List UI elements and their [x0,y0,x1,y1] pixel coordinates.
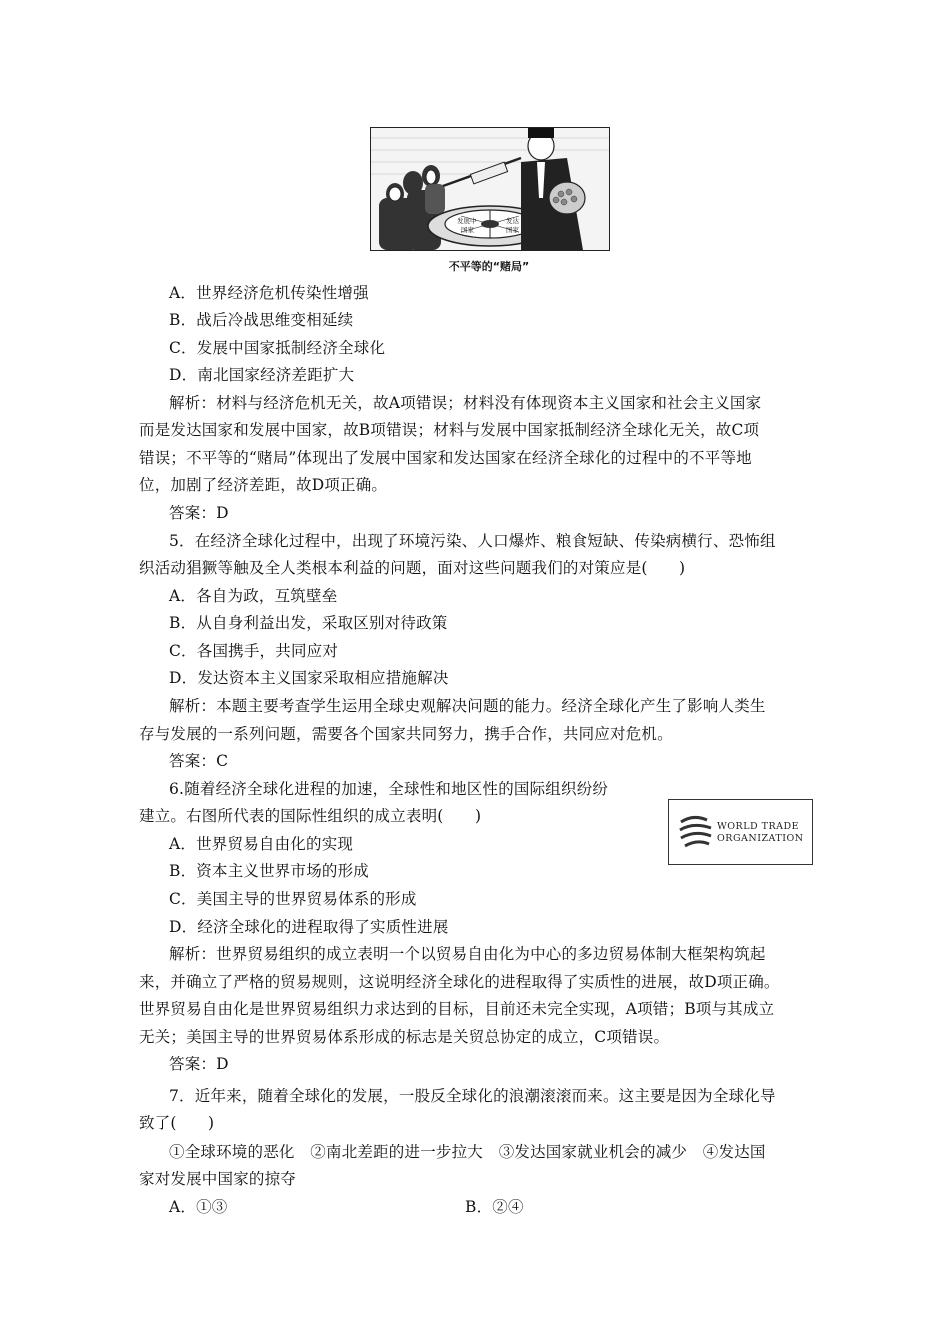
q7-items-line-1: ①全球环境的恶化 ②南北差距的进一步拉大 ③发达国家就业机会的减少 ④发达国 [169,1143,766,1161]
q6-analysis-line-1: 解析：世界贸易组织的成立表明一个以贸易自由化为中心的多边贸易体制大框架构筑起 [169,945,766,963]
q7-stem-line-1: 7．近年来，随着全球化的发展，一股反全球化的浪潮滚滚而来。这主要是因为全球化导 [169,1087,776,1105]
q5-analysis-line-2: 存与发展的一系列问题，需要各个国家共同努力，携手合作，共同应对危机。 [139,725,673,743]
q6-option-b: B．资本主义世界市场的形成 [169,862,369,880]
q5-option-c: C．各国携手，共同应对 [169,642,339,660]
q4-answer: 答案：D [169,504,229,522]
cartoon-caption: 不平等的“赌局” [448,260,530,273]
q6-option-d: D．经济全球化的进程取得了实质性进展 [169,918,449,936]
q6-analysis-line-3: 世界贸易自由化是世界贸易组织力求达到的目标，目前还未完全实现，A项错；B项与其成立 [139,1000,775,1018]
q4-option-b: B．战后冷战思维变相延续 [169,311,354,329]
q6-option-c: C．美国主导的世界贸易体系的形成 [169,890,417,908]
q5-analysis-line-1: 解析：本题主要考查学生运用全球史观解决问题的能力。经济全球化产生了影响人类生 [169,697,766,715]
q6-stem-line-2: 建立。右图所代表的国际性组织的成立表明( ) [139,807,482,825]
q5-option-a: A．各自为政，互筑壁垒 [169,587,338,605]
q4-option-a: A．世界经济危机传染性增强 [169,284,369,302]
q5-answer: 答案：C [169,752,229,770]
q4-analysis-line-2: 而是发达国家和发展中国家，故B项错误；材料与发展中国家抵制经济全球化无关，故C项 [139,421,760,439]
cartoon-drawing [371,128,609,250]
q7-items-line-2: 家对发展中国家的掠夺 [139,1170,297,1188]
q7-stem-line-2: 致了( ) [139,1114,215,1132]
developing-label: 发展中 [457,217,477,225]
wto-emblem-icon [677,812,717,852]
q6-analysis-line-2: 来，并确立了严格的贸易规则，这说明经济全球化的进程取得了实质性的进展，故D项正确。 [139,973,780,991]
q4-analysis-line-3: 错误；不平等的“赌局”体现出了发展中国家和发达国家在经济全球化的过程中的不平等地 [139,449,752,467]
q4-analysis-line-1: 解析：材料与经济危机无关，故A项错误；材料没有体现资本主义国家和社会主义国家 [169,394,762,412]
q5-stem-line-1: 5．在经济全球化过程中，出现了环境污染、人口爆炸、粮食短缺、传染病横行、恐怖组 [169,532,776,550]
q5-stem-line-2: 织活动猖獗等触及全人类根本利益的问题，面对这些问题我们的对策应是( ) [139,559,686,577]
wto-logo [668,799,813,865]
q5-option-d: D．发达资本主义国家采取相应措施解决 [169,669,449,687]
q7-option-b: B．②④ [465,1198,524,1216]
q6-stem-line-1: 6.随着经济全球化进程的加速，全球性和地区性的国际组织纷纷 [169,780,609,798]
q4-analysis-line-4: 位，加剧了经济差距，故D项正确。 [139,476,388,494]
q6-option-a: A．世界贸易自由化的实现 [169,835,354,853]
q4-option-c: C．发展中国家抵制经济全球化 [169,339,386,357]
unequal-gamble-cartoon [370,127,610,251]
developed-label: 发达 [506,217,519,225]
wto-line-1: WORLD TRADE [717,821,800,832]
wto-line-2: ORGANIZATION [717,833,804,844]
q6-analysis-line-4: 无关；美国主导的世界贸易体系形成的标志是关贸总协定的成立，C项错误。 [139,1028,670,1046]
wto-wordmark [717,821,804,845]
q4-option-d: D．南北国家经济差距扩大 [169,366,355,384]
svg-text:国家: 国家 [506,226,519,234]
q7-option-a: A．①③ [169,1198,228,1216]
svg-text:国家: 国家 [461,226,474,234]
q5-option-b: B．从自身利益出发，采取区别对待政策 [169,614,448,632]
q6-answer: 答案：D [169,1055,229,1073]
